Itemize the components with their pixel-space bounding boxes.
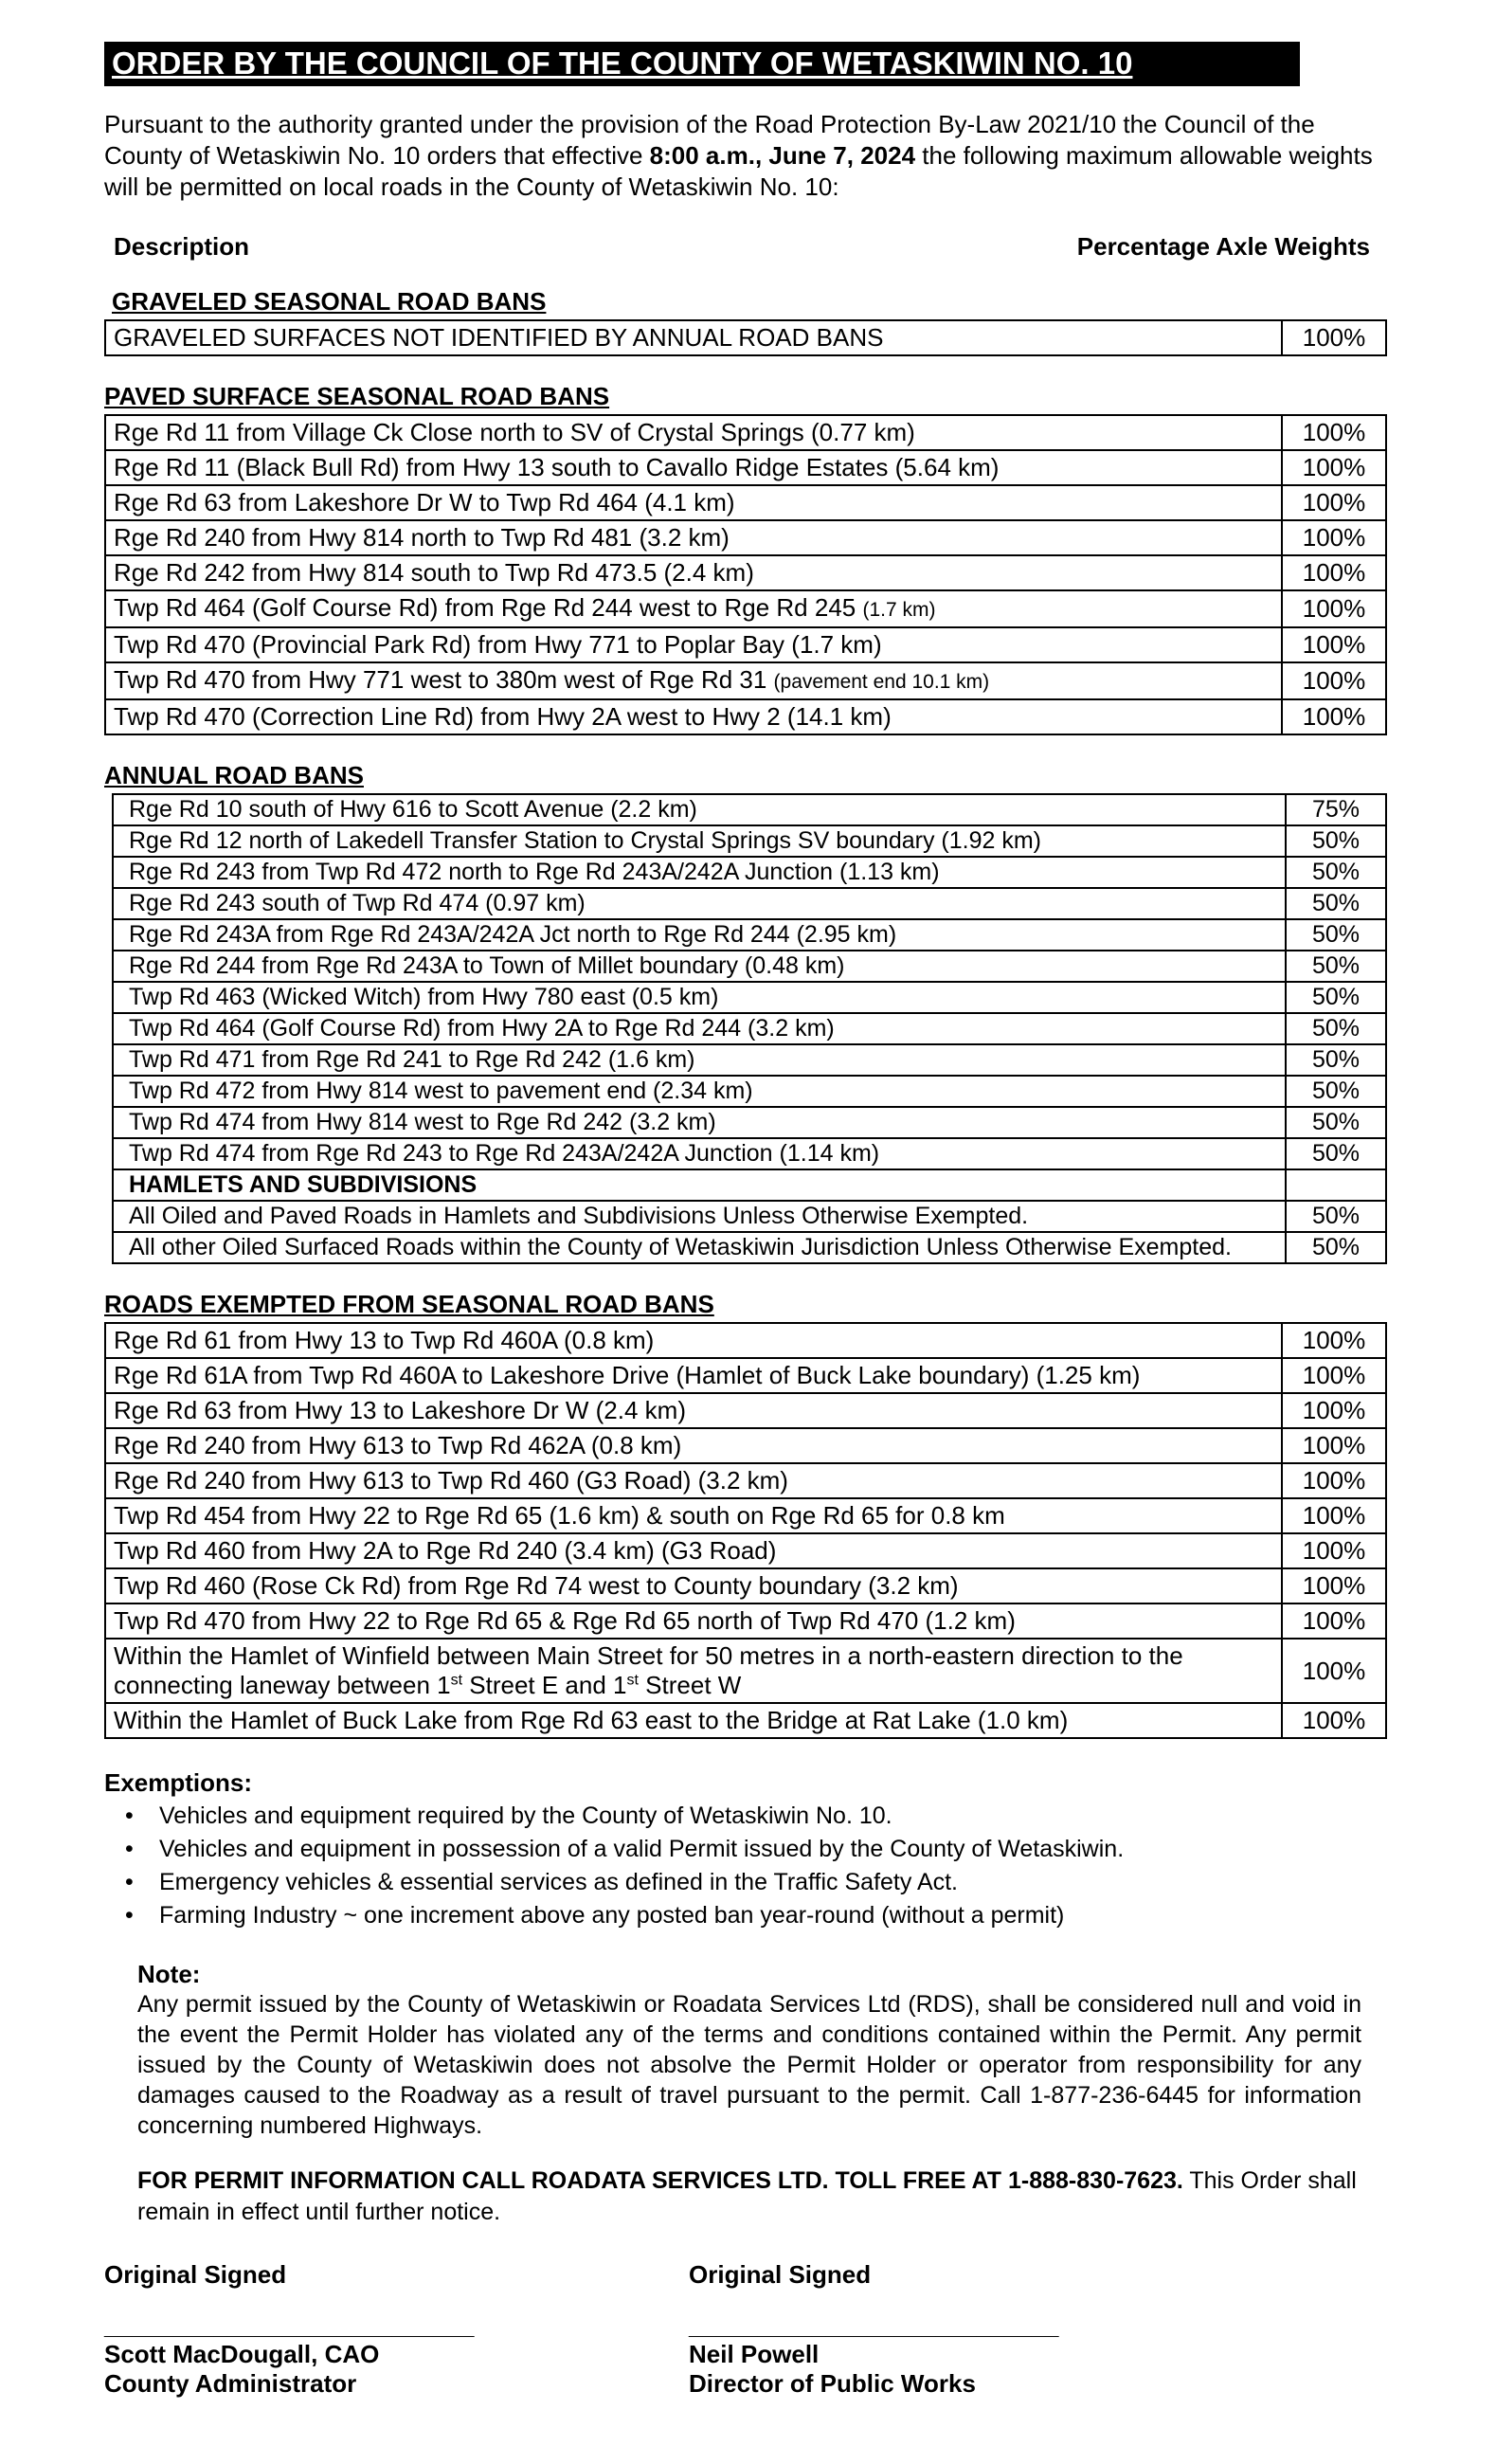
axle-weight-percentage-cell: 100% — [1282, 1428, 1386, 1463]
road-description-cell: Rge Rd 243 south of Twp Rd 474 (0.97 km) — [113, 888, 1286, 919]
section-heading-graveled-seasonal-road-bans: GRAVELED SEASONAL ROAD BANS — [112, 287, 547, 316]
table-row — [105, 485, 1386, 520]
intro-paragraph — [104, 109, 1374, 203]
road-description-cell: Twp Rd 464 (Golf Course Rd) from Hwy 2A to Rge Rd 244 (3.2 km) — [113, 1013, 1286, 1044]
table-row — [113, 982, 1386, 1013]
road-description-cell: All Oiled and Paved Roads in Hamlets and Subdivisions Unless Otherwise Exempted. — [113, 1201, 1286, 1232]
axle-weight-percentage-cell: 100% — [1282, 1603, 1386, 1639]
note-body: Any permit issued by the County of Wetaskiwin or Roadata Services Ltd (RDS), shall be considered null and void in the event the Permit Holder has violated any of the terms and conditions contained within the Permit. Any permit issued by the County of Wetaskiwin does not absolve the Permit Holder or operator from responsibility for any damages caused to the Roadway as a result of travel pursuant to the permit. Call 1-877-236-6445 for information concerning numbered Highways. — [137, 1991, 1361, 2139]
table-row — [105, 1393, 1386, 1428]
axle-weight-percentage-cell: 100% — [1282, 415, 1386, 450]
table-row — [113, 825, 1386, 857]
signatory-title: County Administrator — [104, 2369, 357, 2398]
axle-weight-percentage-cell: 100% — [1282, 555, 1386, 590]
intro-effective-datetime: 8:00 a.m., June 7, 2024 — [649, 141, 916, 170]
road-description-cell: Rge Rd 243 from Twp Rd 472 north to Rge Rd 243A/242A Junction (1.13 km) — [113, 857, 1286, 888]
road-description-cell: Twp Rd 470 from Hwy 771 west to 380m west of Rge Rd 31 (pavement end 10.1 km) — [105, 662, 1282, 699]
original-signed-label: Original Signed — [104, 2260, 287, 2289]
exemption-item: • Emergency vehicles & essential services as defined in the Traffic Safety Act. — [125, 1868, 1387, 1897]
table-row — [113, 919, 1386, 951]
axle-weight-percentage-cell: 50% — [1286, 1201, 1386, 1232]
road-description-cell: Twp Rd 463 (Wicked Witch) from Hwy 780 east (0.5 km) — [113, 982, 1286, 1013]
table-row — [105, 1498, 1386, 1533]
exemption-item: • Vehicles and equipment required by the County of Wetaskiwin No. 10. — [125, 1802, 1387, 1831]
table-row — [113, 1169, 1386, 1201]
axle-weight-percentage-cell: 100% — [1282, 1358, 1386, 1393]
table-row — [105, 627, 1386, 662]
table-row — [105, 1703, 1386, 1738]
road-description-cell: All other Oiled Surfaced Roads within the County of Wetaskiwin Jurisdiction Unless Otherwise Exempted. — [113, 1232, 1286, 1263]
axle-weight-percentage-cell: 100% — [1282, 520, 1386, 555]
axle-weight-percentage-cell: 50% — [1286, 982, 1386, 1013]
road-description-cell: Within the Hamlet of Winfield between Main Street for 50 metres in a north-eastern direction to the connecting laneway between 1st Street E and 1st Street W — [105, 1639, 1282, 1703]
road-description-cell: HAMLETS AND SUBDIVISIONS — [113, 1169, 1286, 1201]
signature-line: ___________________________ — [104, 2311, 475, 2340]
permit-normal-text: This Order shall remain in effect until further notice. — [137, 2167, 1357, 2225]
axle-weight-percentage-cell: 100% — [1282, 1639, 1386, 1703]
table-row — [105, 1603, 1386, 1639]
table-row — [105, 555, 1386, 590]
table-row — [105, 415, 1386, 450]
table-row — [113, 857, 1386, 888]
table-row — [113, 1013, 1386, 1044]
note-heading: Note: — [137, 1960, 201, 1988]
section-heading-roads-exempted: ROADS EXEMPTED FROM SEASONAL ROAD BANS — [104, 1290, 714, 1318]
road-description-cell: Rge Rd 61A from Twp Rd 460A to Lakeshore Drive (Hamlet of Buck Lake boundary) (1.25 km) — [105, 1358, 1282, 1393]
document-title: ORDER BY THE COUNCIL OF THE COUNTY OF WETASKIWIN NO. 10 — [104, 42, 1300, 86]
table-row — [105, 1428, 1386, 1463]
road-description-cell: Twp Rd 474 from Hwy 814 west to Rge Rd 242 (3.2 km) — [113, 1107, 1286, 1138]
signature-block-public-works — [689, 2260, 1273, 2399]
column-header-percentage-axle-weights: Percentage Axle Weights — [1076, 232, 1370, 261]
road-description-cell: Rge Rd 240 from Hwy 814 north to Twp Rd 481 (3.2 km) — [105, 520, 1282, 555]
table-row — [105, 450, 1386, 485]
axle-weight-percentage-cell: 50% — [1286, 1044, 1386, 1076]
axle-weight-percentage-cell: 100% — [1282, 1568, 1386, 1603]
exemptions-list — [104, 1802, 1387, 1930]
signatory-title: Director of Public Works — [689, 2369, 976, 2398]
signature-line: ___________________________ — [689, 2311, 1059, 2340]
table-row — [105, 590, 1386, 627]
table-row — [105, 1323, 1386, 1358]
table-row — [105, 1463, 1386, 1498]
axle-weight-percentage-cell: 100% — [1282, 627, 1386, 662]
annual-road-bans-table — [112, 793, 1387, 1264]
signatory-name: Neil Powell — [689, 2340, 820, 2368]
road-description-cell: Rge Rd 63 from Hwy 13 to Lakeshore Dr W (2.4 km) — [105, 1393, 1282, 1428]
table-row — [113, 1076, 1386, 1107]
axle-weight-percentage-cell — [1286, 1169, 1386, 1201]
axle-weight-percentage-cell: 100% — [1282, 1533, 1386, 1568]
road-description-cell: Twp Rd 454 from Hwy 22 to Rge Rd 65 (1.6 km) & south on Rge Rd 65 for 0.8 km — [105, 1498, 1282, 1533]
road-description-cell: Rge Rd 63 from Lakeshore Dr W to Twp Rd 464 (4.1 km) — [105, 485, 1282, 520]
road-description-cell: Twp Rd 464 (Golf Course Rd) from Rge Rd 244 west to Rge Rd 245 (1.7 km) — [105, 590, 1282, 627]
axle-weight-percentage-cell: 100% — [1282, 1498, 1386, 1533]
table-row — [105, 320, 1386, 355]
road-description-cell: Twp Rd 474 from Rge Rd 243 to Rge Rd 243A/242A Junction (1.14 km) — [113, 1138, 1286, 1169]
road-description-cell: Twp Rd 460 from Hwy 2A to Rge Rd 240 (3.4 km) (G3 Road) — [105, 1533, 1282, 1568]
axle-weight-percentage-cell: 50% — [1286, 1076, 1386, 1107]
table-row — [105, 1639, 1386, 1703]
permit-phone-bold-text: FOR PERMIT INFORMATION CALL ROADATA SERVICES LTD. TOLL FREE AT 1-888-830-7623. — [137, 2167, 1183, 2194]
road-description-cell: GRAVELED SURFACES NOT IDENTIFIED BY ANNUAL ROAD BANS — [105, 320, 1282, 355]
table-row — [105, 520, 1386, 555]
table-row — [113, 1107, 1386, 1138]
permit-information-paragraph — [137, 2165, 1386, 2228]
road-description-cell: Twp Rd 471 from Rge Rd 241 to Rge Rd 242 (1.6 km) — [113, 1044, 1286, 1076]
table-row — [105, 699, 1386, 734]
original-signed-label: Original Signed — [689, 2260, 872, 2289]
graveled-road-bans-table — [104, 319, 1387, 356]
note-block — [137, 1959, 1361, 2141]
axle-weight-percentage-cell: 100% — [1282, 590, 1386, 627]
axle-weight-percentage-cell: 100% — [1282, 662, 1386, 699]
table-row — [113, 951, 1386, 982]
signatory-name: Scott MacDougall, CAO — [104, 2340, 380, 2368]
axle-weight-percentage-cell: 75% — [1286, 794, 1386, 825]
road-description-cell: Twp Rd 470 (Provincial Park Rd) from Hwy 771 to Poplar Bay (1.7 km) — [105, 627, 1282, 662]
road-description-cell: Twp Rd 472 from Hwy 814 west to pavement end (2.34 km) — [113, 1076, 1286, 1107]
axle-weight-percentage-cell: 100% — [1282, 320, 1386, 355]
column-header-description: Description — [114, 232, 250, 261]
axle-weight-percentage-cell: 50% — [1286, 857, 1386, 888]
road-description-cell: Rge Rd 244 from Rge Rd 243A to Town of Millet boundary (0.48 km) — [113, 951, 1286, 982]
axle-weight-percentage-cell: 50% — [1286, 1107, 1386, 1138]
axle-weight-percentage-cell: 100% — [1282, 1463, 1386, 1498]
axle-weight-percentage-cell: 50% — [1286, 888, 1386, 919]
axle-weight-percentage-cell: 100% — [1282, 1703, 1386, 1738]
intro-text-pre: Pursuant to the authority granted under the provision of the Road Protection By-Law 2021/10 the Council of the County of Wetaskiwin No. 10 orders that effective — [104, 110, 1315, 170]
table-row — [113, 1232, 1386, 1263]
table-row — [113, 794, 1386, 825]
road-description-cell: Rge Rd 240 from Hwy 613 to Twp Rd 460 (G3 Road) (3.2 km) — [105, 1463, 1282, 1498]
axle-weight-percentage-cell: 50% — [1286, 825, 1386, 857]
table-column-headers — [114, 231, 1370, 262]
section-heading-annual-road-bans: ANNUAL ROAD BANS — [104, 761, 364, 789]
intro-text-post: the following maximum allowable weights will be permitted on local roads in the County of Wetaskiwin No. 10: — [104, 141, 1373, 201]
axle-weight-percentage-cell: 100% — [1282, 1323, 1386, 1358]
exemption-item: • Farming Industry ~ one increment above any posted ban year-round (without a permit) — [125, 1901, 1387, 1930]
axle-weight-percentage-cell: 50% — [1286, 919, 1386, 951]
table-row — [105, 1358, 1386, 1393]
table-row — [113, 1044, 1386, 1076]
road-description-cell: Twp Rd 470 (Correction Line Rd) from Hwy 2A west to Hwy 2 (14.1 km) — [105, 699, 1282, 734]
table-row — [105, 1533, 1386, 1568]
axle-weight-percentage-cell: 100% — [1282, 485, 1386, 520]
road-description-cell: Rge Rd 12 north of Lakedell Transfer Station to Crystal Springs SV boundary (1.92 km) — [113, 825, 1286, 857]
exemptions-heading: Exemptions: — [104, 1768, 253, 1797]
road-description-cell: Rge Rd 10 south of Hwy 616 to Scott Avenue (2.2 km) — [113, 794, 1286, 825]
road-description-cell: Rge Rd 242 from Hwy 814 south to Twp Rd 473.5 (2.4 km) — [105, 555, 1282, 590]
axle-weight-percentage-cell: 50% — [1286, 1013, 1386, 1044]
axle-weight-percentage-cell: 100% — [1282, 1393, 1386, 1428]
table-row — [113, 1201, 1386, 1232]
table-row — [105, 662, 1386, 699]
road-description-cell: Twp Rd 470 from Hwy 22 to Rge Rd 65 & Rge Rd 65 north of Twp Rd 470 (1.2 km) — [105, 1603, 1282, 1639]
signature-block-cao — [104, 2260, 689, 2399]
table-row — [105, 1568, 1386, 1603]
axle-weight-percentage-cell: 100% — [1282, 699, 1386, 734]
axle-weight-percentage-cell: 50% — [1286, 1138, 1386, 1169]
road-description-cell: Twp Rd 460 (Rose Ck Rd) from Rge Rd 74 west to County boundary (3.2 km) — [105, 1568, 1282, 1603]
road-description-cell: Rge Rd 61 from Hwy 13 to Twp Rd 460A (0.8 km) — [105, 1323, 1282, 1358]
signatures-section — [104, 2260, 1387, 2399]
axle-weight-percentage-cell: 50% — [1286, 1232, 1386, 1263]
table-row — [113, 1138, 1386, 1169]
exemption-item: • Vehicles and equipment in possession of a valid Permit issued by the County of Wetaskiwin. — [125, 1835, 1387, 1864]
road-description-cell: Rge Rd 11 from Village Ck Close north to SV of Crystal Springs (0.77 km) — [105, 415, 1282, 450]
road-description-cell: Rge Rd 240 from Hwy 613 to Twp Rd 462A (0.8 km) — [105, 1428, 1282, 1463]
paved-road-bans-table — [104, 414, 1387, 735]
exempted-roads-table — [104, 1322, 1387, 1739]
road-description-cell: Within the Hamlet of Buck Lake from Rge Rd 63 east to the Bridge at Rat Lake (1.0 km) — [105, 1703, 1282, 1738]
axle-weight-percentage-cell: 100% — [1282, 450, 1386, 485]
table-row — [113, 888, 1386, 919]
axle-weight-percentage-cell: 50% — [1286, 951, 1386, 982]
road-description-cell: Rge Rd 243A from Rge Rd 243A/242A Jct north to Rge Rd 244 (2.95 km) — [113, 919, 1286, 951]
section-heading-paved-surface-seasonal-road-bans: PAVED SURFACE SEASONAL ROAD BANS — [104, 382, 610, 410]
road-description-cell: Rge Rd 11 (Black Bull Rd) from Hwy 13 south to Cavallo Ridge Estates (5.64 km) — [105, 450, 1282, 485]
